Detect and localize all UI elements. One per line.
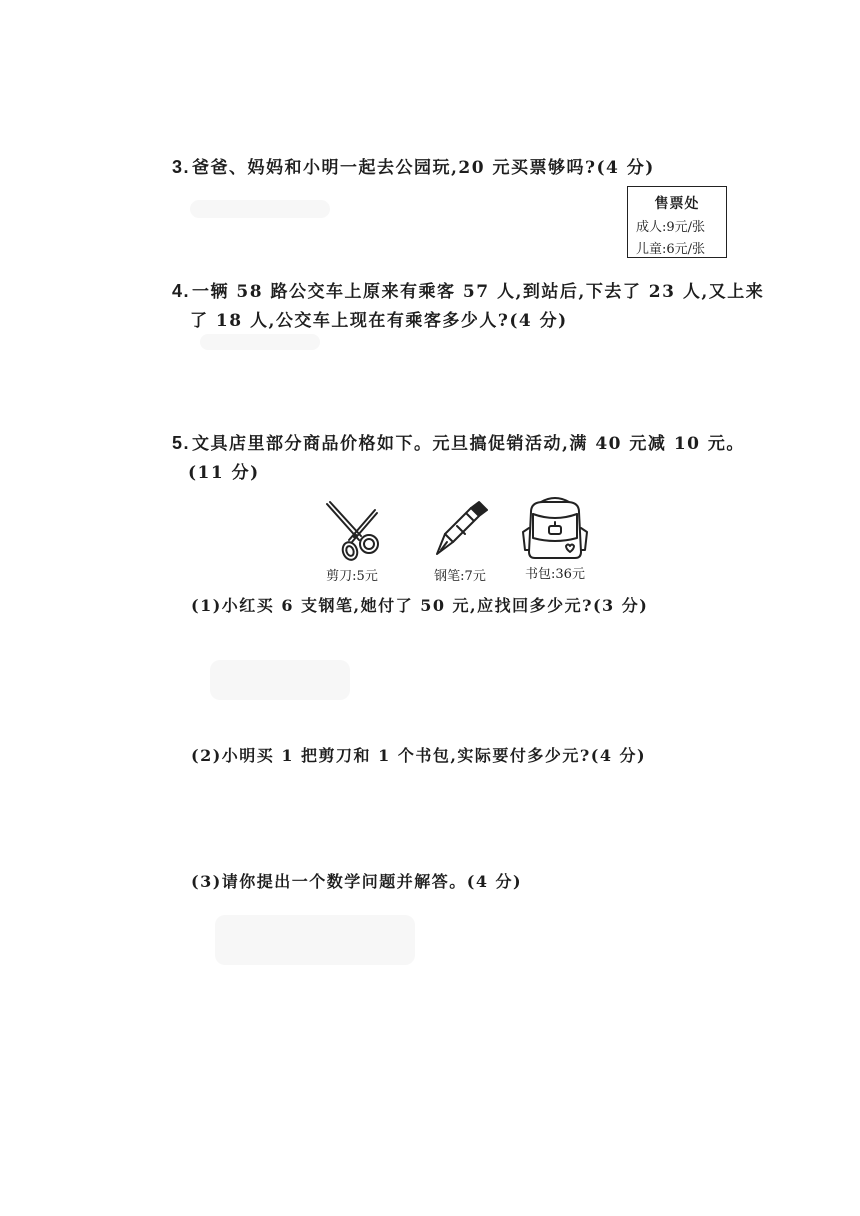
backpack-icon xyxy=(519,492,591,562)
scan-smudge xyxy=(210,660,350,700)
fountain-pen-icon xyxy=(427,496,493,562)
item-label: 书包:36元 xyxy=(525,567,585,582)
question-points: (11 分) xyxy=(188,463,260,483)
sub-question-2: (2)小明买 1 把剪刀和 1 个书包,实际要付多少元?(4 分) xyxy=(191,746,647,765)
question-4 xyxy=(172,276,764,307)
item-backpack xyxy=(512,492,598,582)
question-5 xyxy=(172,428,745,459)
sub-question-1: (1)小红买 6 支钢笔,她付了 50 元,应找回多少元?(3 分) xyxy=(191,596,649,615)
scan-smudge xyxy=(190,200,330,218)
item-fountain-pen xyxy=(420,496,500,584)
question-5-line2 xyxy=(188,458,260,488)
ticket-price-adult: 成人:9元/张 xyxy=(636,220,706,235)
question-number: 5. xyxy=(172,433,191,453)
ticket-office-box xyxy=(627,186,727,258)
sub-question-3: (3)请你提出一个数学问题并解答。(4 分) xyxy=(191,872,523,891)
scan-smudge xyxy=(215,915,415,965)
item-label: 钢笔:7元 xyxy=(434,569,486,584)
question-4-line2 xyxy=(190,306,568,336)
question-text-line2: 了 18 人,公交车上现在有乘客多少人?(4 分) xyxy=(190,311,568,331)
question-number: 4. xyxy=(172,281,191,301)
scan-smudge xyxy=(200,334,320,350)
ticket-office-title: 售票处 xyxy=(654,196,700,212)
ticket-price-child: 儿童:6元/张 xyxy=(636,242,706,257)
question-text-line1: 文具店里部分商品价格如下。元旦搞促销活动,满 40 元减 10 元。 xyxy=(192,434,745,454)
item-label: 剪刀:5元 xyxy=(326,569,378,584)
scissors-icon xyxy=(319,496,385,562)
question-text: 爸爸、妈妈和小明一起去公园玩,20 元买票够吗?(4 分) xyxy=(192,158,655,178)
question-3 xyxy=(172,152,655,183)
item-scissors xyxy=(316,496,388,584)
question-text-line1: 一辆 58 路公交车上原来有乘客 57 人,到站后,下去了 23 人,又上来 xyxy=(192,282,765,302)
question-number: 3. xyxy=(172,157,191,177)
